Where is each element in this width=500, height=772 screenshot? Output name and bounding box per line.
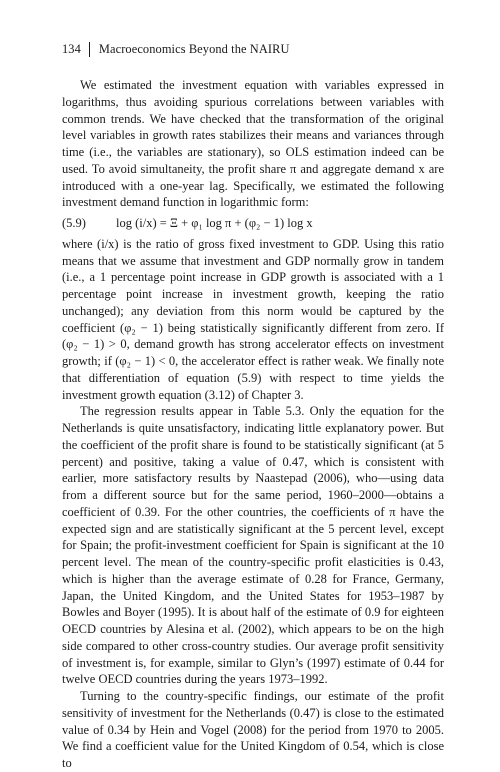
running-head: [62, 42, 444, 57]
paragraph-1: We estimated the investment equation with variables expressed in logarithms, thus avoiding spurious correlations between variables with common trends. We have checked that the transformation of the original level variables in growth rates stabilizes their means and variances through time (i.e., the variables are stationary), so OLS estimation indeed can be used. To avoid simultaneity, the profit share π and aggregate demand x are introduced with a one-year lag. Specifically, we estimated the following investment demand function in logarithmic form:: [62, 78, 444, 210]
page-number: 134: [62, 42, 81, 56]
equation-5-9: [62, 215, 444, 232]
book-title: Macroeconomics Beyond the NAIRU: [98, 42, 290, 56]
equation-body: log (i/x) = Ξ + φ₁ log π + (φ₂ − 1) log x: [116, 216, 313, 230]
body-text: [62, 77, 444, 772]
paragraph-2: where (i/x) is the ratio of gross fixed investment to GDP. Using this ratio means that we assume that investment and GDP normally grow in tandem (i.e., a 1 percentage point increase in GDP growth is associated with a 1 percentage point increase in investment growth, keeping the ratio unchanged); any deviation from this norm would be captured by the coefficient (φ₂ − 1) being statistically significantly different from zero. If (φ₂ − 1) > 0, demand growth has strong accelerator effects on investment growth; if (φ₂ − 1) < 0, the accelerator effect is rather weak. We finally note that differentiation of equation (5.9) with respect to time yields the investment growth equation (3.12) of Chapter 3.: [62, 236, 444, 402]
paragraph-4: Turning to the country-specific findings, our estimate of the profit sensitivity of investment for the Netherlands (0.47) is close to the estimated value of 0.34 by Hein and Vogel (2008) for the period from 1970 to 2005. We find a coefficient value for the United Kingdom of 0.54, which is close to: [62, 689, 444, 770]
paragraph-3: The regression results appear in Table 5.3. Only the equation for the Netherlands is quite unsatisfactory, indicating little explanatory power. But the coefficient of the profit share is found to be statistically significant (at 5 percent) and positive, taking a value of 0.47, which is consistent with earlier, more satisfactory results by Naastepad (2006), who—using data from a different source but for the same period, 1960–2000—obtains a coefficient of 0.39. For the other countries, the coefficients of π have the expected sign and are statistically significant at the 5 percent level, except for Spain; the profit-investment coefficient for Spain is significant at the 10 percent level. The mean of the country-specific profit elasticities is 0.43, which is higher than the average estimate of 0.28 for France, Germany, Japan, the United Kingdom, and the United States for 1953–1987 by Bowles and Boyer (1995). It is about half of the estimate of 0.9 for eighteen OECD countries by Alesina et al. (2002), which appears to be on the high side compared to other cross-country studies. Our average profit sensitivity of investment is, for example, similar to Glyn’s (1997) estimate of 0.44 for twelve OECD countries during the years 1973–1992.: [62, 404, 444, 687]
header-divider: [89, 42, 90, 57]
equation-number: (5.9): [62, 216, 86, 230]
